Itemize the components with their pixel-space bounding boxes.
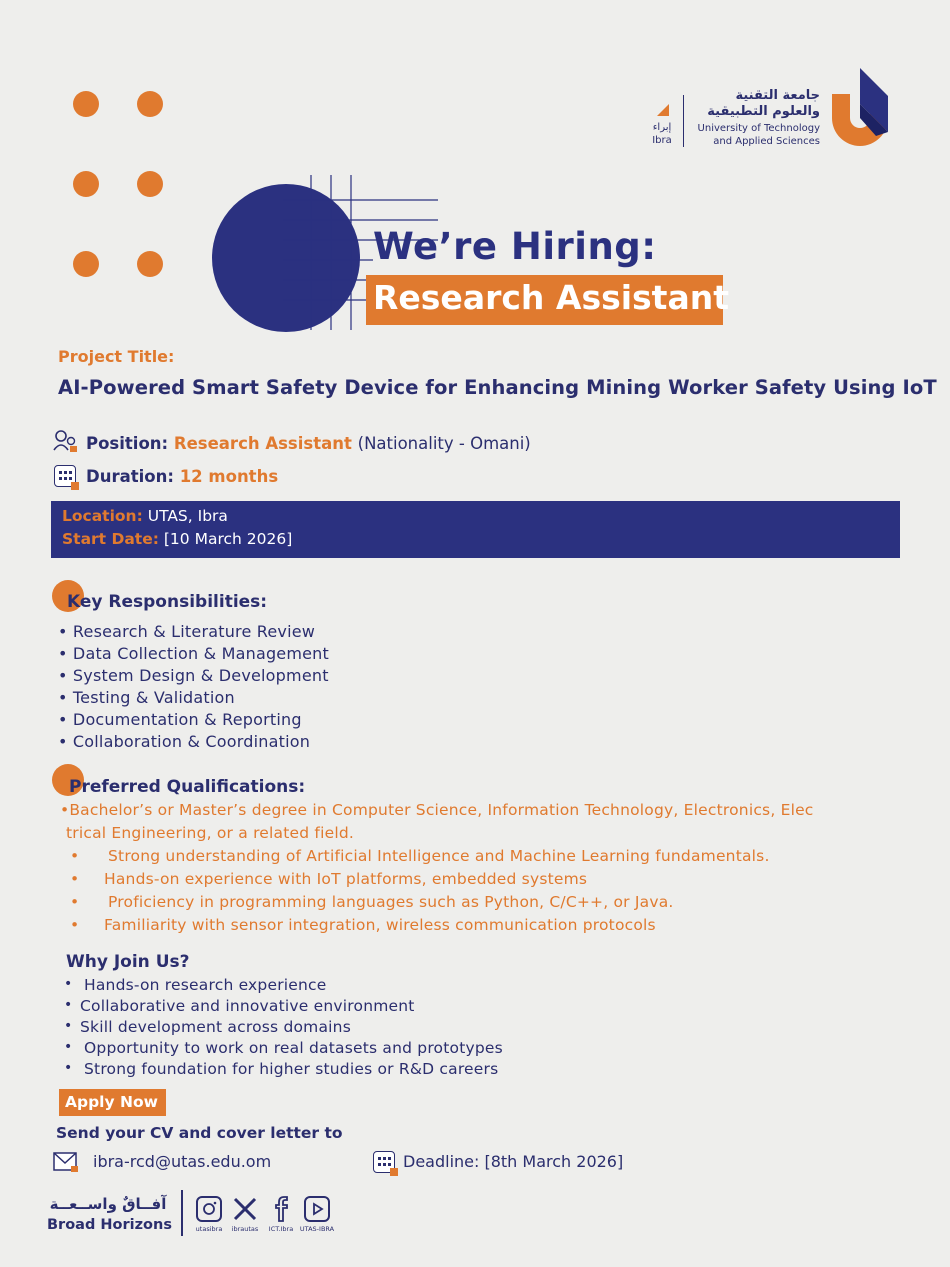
- x-icon[interactable]: [232, 1196, 258, 1222]
- slogan-en: Broad Horizons: [47, 1217, 172, 1233]
- qualification-bullet: •: [70, 916, 80, 934]
- responsibility-item: • System Design & Development: [58, 666, 329, 685]
- project-title-label: Project Title:: [58, 347, 175, 366]
- deadline-text: Deadline: [8th March 2026]: [403, 1152, 624, 1171]
- why-bullet: •: [64, 1060, 73, 1076]
- qualification-item: Familiarity with sensor integration, wireless communication protocols: [104, 916, 656, 934]
- position-row: [86, 434, 531, 453]
- utas-logo-icon: [830, 66, 892, 150]
- position-value: Research Assistant: [173, 434, 352, 453]
- qualification-bullet: •: [70, 870, 80, 888]
- decorative-dot: [137, 171, 163, 197]
- location-row: [62, 507, 228, 525]
- why-bullet: •: [64, 1018, 73, 1034]
- responsibility-item: • Data Collection & Management: [58, 644, 329, 663]
- apply-instruction: Send your CV and cover letter to: [56, 1124, 343, 1142]
- why-item: Collaborative and innovative environment: [80, 997, 415, 1015]
- qualification-bullet: •: [70, 847, 80, 865]
- decorative-dot: [137, 91, 163, 117]
- x-handle: ibrautas: [231, 1225, 259, 1233]
- decorative-dot: [73, 251, 99, 277]
- why-item: Opportunity to work on real datasets and prototypes: [84, 1039, 503, 1057]
- ibra-flame-icon: [655, 103, 671, 117]
- instagram-handle: utasibra: [195, 1225, 223, 1233]
- facebook-handle: ICT.Ibra: [268, 1225, 294, 1233]
- start-date-label: Start Date:: [62, 530, 159, 548]
- responsibility-item: • Testing & Validation: [58, 688, 235, 707]
- instagram-icon[interactable]: [196, 1196, 222, 1222]
- hiring-heading: We’re Hiring:: [373, 225, 657, 268]
- qualification-bullet: •: [70, 893, 80, 911]
- why-bullet: •: [64, 1039, 73, 1055]
- responsibilities-title: Key Responsibilities:: [67, 592, 268, 612]
- qualification-item: Strong understanding of Artificial Intelligence and Machine Learning fundamentals.: [108, 847, 770, 865]
- why-bullet: •: [64, 997, 73, 1013]
- contact-email[interactable]: ibra-rcd@utas.edu.om: [93, 1152, 272, 1171]
- decorative-dot: [73, 91, 99, 117]
- campus-en: Ibra: [652, 135, 672, 146]
- qualification-item: Proficiency in programming languages such as Python, C/C++, or Java.: [108, 893, 674, 911]
- why-item: Hands-on research experience: [84, 976, 327, 994]
- email-icon: [53, 1151, 79, 1173]
- qualification-line: trical Engineering, or a related field.: [66, 824, 354, 842]
- start-date-value: [10 March 2026]: [163, 530, 293, 548]
- youtube-handle: UTAS-IBRA: [299, 1225, 335, 1233]
- location-label: Location:: [62, 507, 143, 525]
- logo-divider: [683, 95, 684, 147]
- university-name-en-line2: and Applied Sciences: [713, 136, 820, 147]
- duration-value: 12 months: [179, 467, 279, 486]
- apply-now-label: Apply Now: [65, 1093, 158, 1111]
- start-date-row: [62, 530, 292, 548]
- why-bullet: •: [64, 976, 73, 992]
- location-value: UTAS, Ibra: [147, 507, 228, 525]
- project-title: AI-Powered Smart Safety Device for Enhancing Mining Worker Safety Using IoT: [58, 376, 937, 399]
- position-label: Position:: [86, 434, 169, 453]
- decorative-dot: [73, 171, 99, 197]
- position-note: (Nationality - Omani): [357, 434, 531, 453]
- why-join-title: Why Join Us?: [66, 952, 190, 972]
- calendar-icon: [54, 465, 76, 487]
- slogan-ar: آفــاقٌ واســعــة: [49, 1195, 167, 1213]
- qualifications-title: Preferred Qualifications:: [69, 777, 306, 797]
- university-name-en-line1: University of Technology: [697, 123, 820, 134]
- duration-row: [86, 467, 278, 486]
- why-item: Strong foundation for higher studies or R&D careers: [84, 1060, 499, 1078]
- campus-ar: إبراء: [652, 122, 672, 133]
- facebook-icon[interactable]: [268, 1196, 294, 1222]
- decorative-dot: [137, 251, 163, 277]
- qualification-item: Hands-on experience with IoT platforms, embedded systems: [104, 870, 588, 888]
- youtube-icon[interactable]: [304, 1196, 330, 1222]
- deadline-calendar-icon: [373, 1151, 395, 1173]
- role-title: Research Assistant: [373, 278, 729, 317]
- university-name-ar-line1: جامعة التقنية: [735, 88, 820, 103]
- responsibility-item: • Collaboration & Coordination: [58, 732, 311, 751]
- responsibility-item: • Documentation & Reporting: [58, 710, 302, 729]
- duration-label: Duration:: [86, 467, 174, 486]
- footer-divider: [181, 1190, 183, 1236]
- responsibility-item: • Research & Literature Review: [58, 622, 316, 641]
- position-icon: [52, 428, 78, 452]
- why-item: Skill development across domains: [80, 1018, 351, 1036]
- university-name-ar-line2: والعلوم التطبيقية: [707, 104, 820, 119]
- qualification-line: •Bachelor’s or Master’s degree in Computer Science, Information Technology, Electronics, Elec: [60, 801, 814, 819]
